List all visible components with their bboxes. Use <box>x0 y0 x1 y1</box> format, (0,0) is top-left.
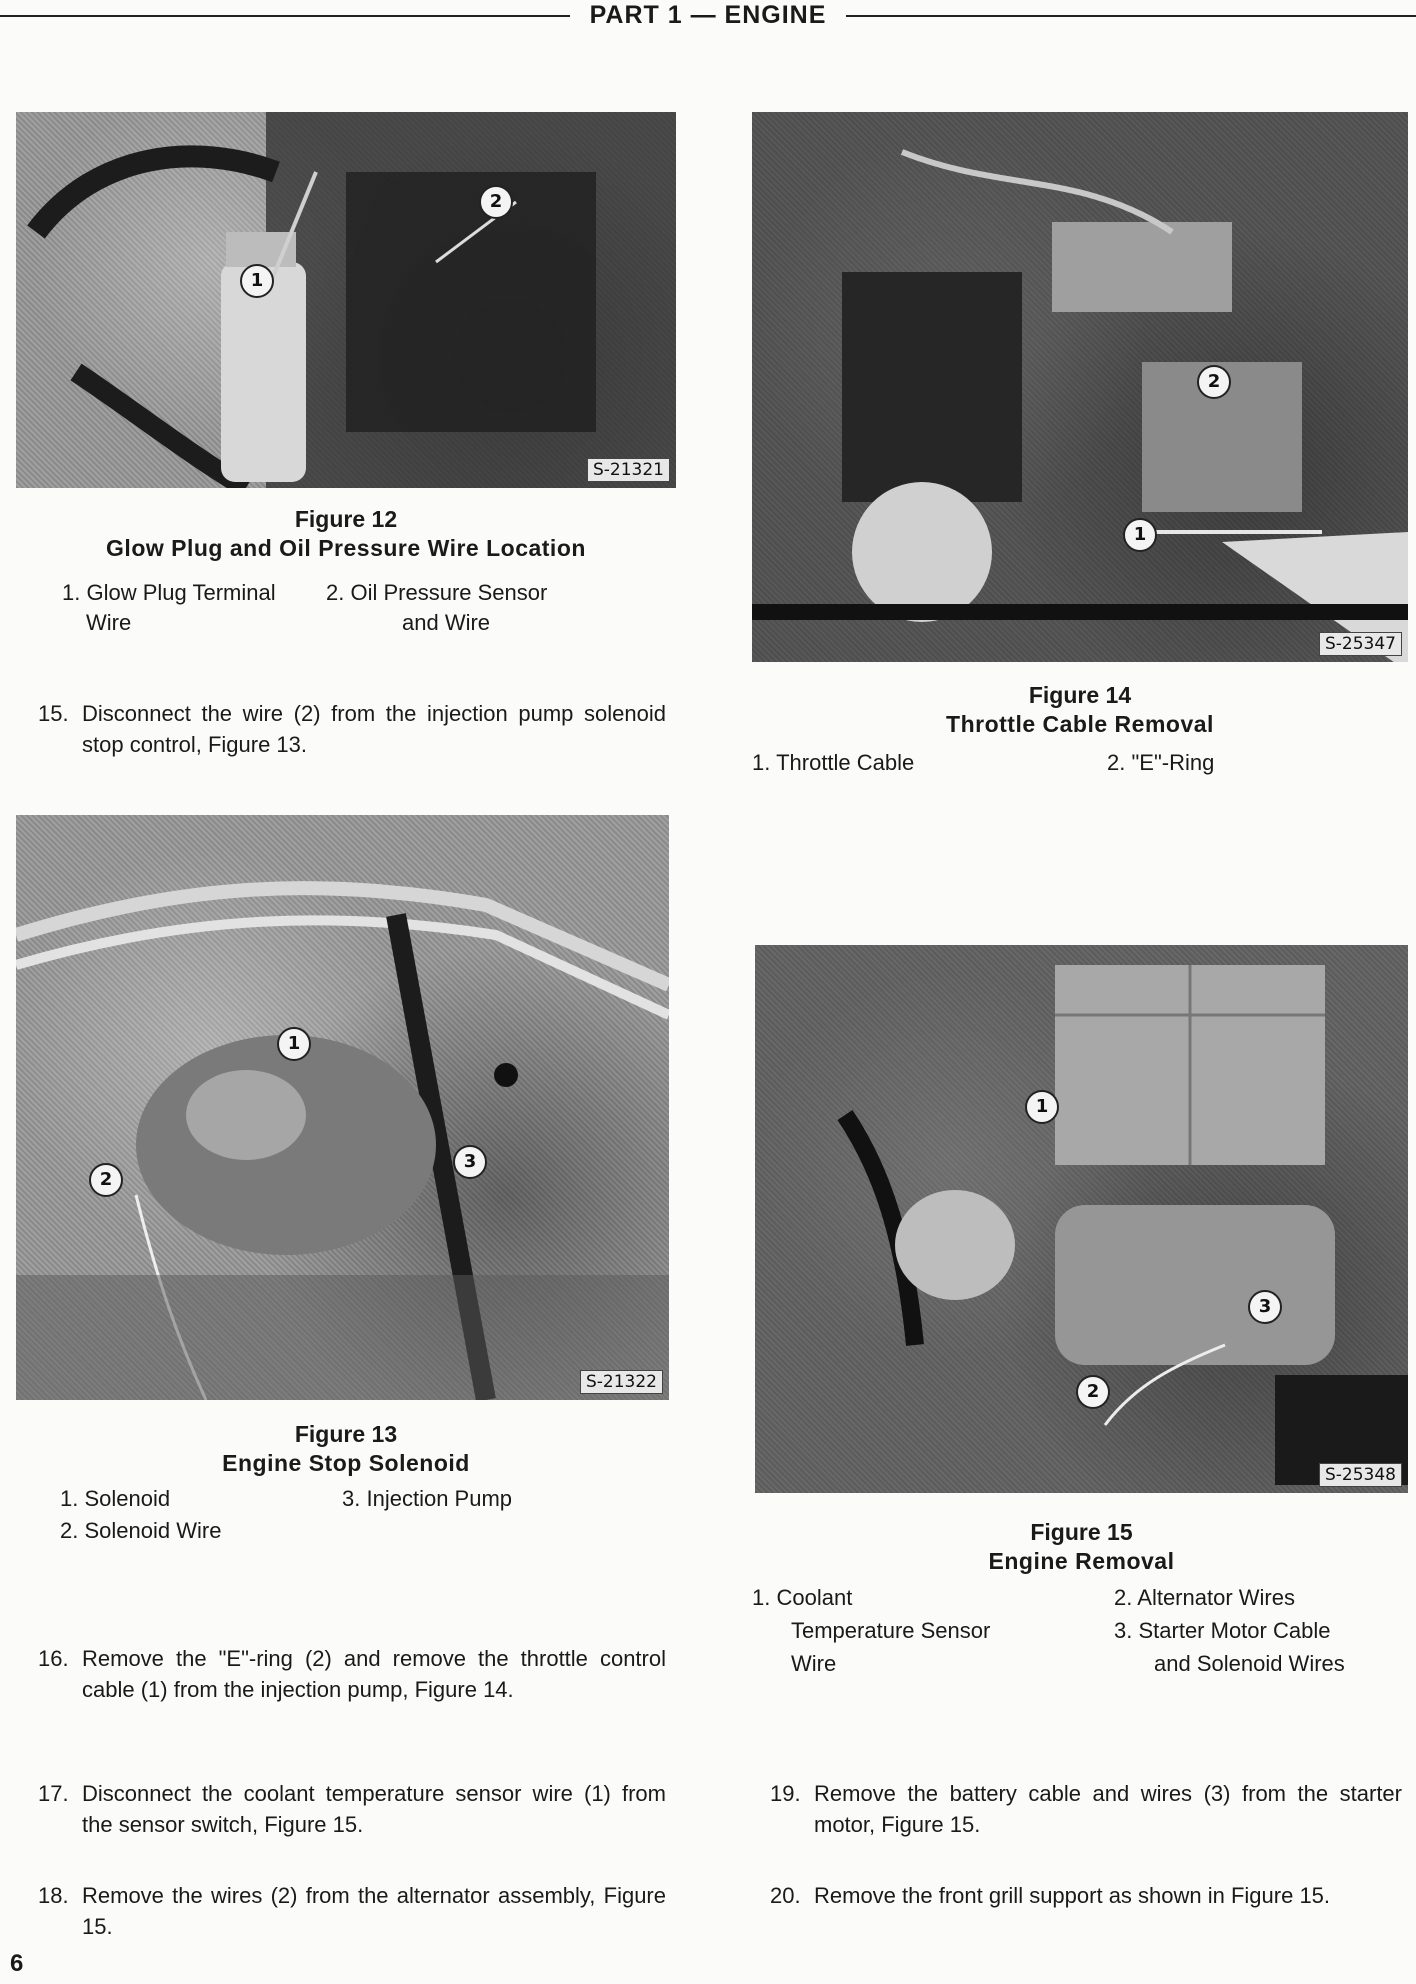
step-text: Disconnect the wire (2) from the injection pump solenoid stop control, Figure 13. <box>82 701 666 757</box>
header-rule-left <box>0 15 570 17</box>
figure-14-legend <box>752 748 1408 778</box>
figure-14-caption <box>752 681 1408 739</box>
figure-15-number: Figure 15 <box>1030 1519 1133 1545</box>
legend-text: Coolant <box>776 1585 853 1610</box>
figure-15-callout-1: 1 <box>1025 1090 1059 1124</box>
step-19 <box>770 1778 1402 1842</box>
figure-15-legend-1 <box>752 1583 852 1612</box>
step-number: 17. <box>38 1781 69 1806</box>
figure-12-code: S-21321 <box>587 458 670 482</box>
figure-15-title: Engine Removal <box>988 1548 1175 1574</box>
figure-13-legend-2 <box>60 1516 221 1545</box>
figure-14-legend-1 <box>752 748 914 777</box>
figure-15-photo <box>755 945 1408 1493</box>
figure-13-photo <box>16 815 669 1400</box>
figure-12-legend-2 <box>326 578 547 607</box>
step-18 <box>38 1880 666 1944</box>
figure-12-illustration <box>16 112 676 488</box>
figure-13-callout-3: 3 <box>453 1145 487 1179</box>
figure-15-legend-1-cont-b: Wire <box>791 1651 837 1676</box>
legend-number: 2. <box>326 580 345 605</box>
figure-14-callout-2: 2 <box>1197 365 1231 399</box>
step-number: 20. <box>770 1883 801 1908</box>
step-17 <box>38 1778 666 1842</box>
figure-15-legend-1-cont-a: Temperature Sensor <box>791 1618 991 1643</box>
figure-14-illustration <box>752 112 1408 662</box>
figure-15-caption <box>755 1518 1408 1576</box>
step-20 <box>770 1880 1402 1944</box>
figure-14-title: Throttle Cable Removal <box>946 711 1214 737</box>
figure-15-legend-3 <box>1114 1616 1330 1645</box>
legend-number: 3. <box>342 1486 361 1511</box>
legend-number: 2. <box>60 1518 79 1543</box>
figure-13-callout-1: 1 <box>277 1027 311 1061</box>
step-text: Disconnect the coolant temperature sensor wire (1) from the sensor switch, Figure 15. <box>82 1781 666 1837</box>
legend-number: 2. <box>1107 750 1126 775</box>
figure-14-callout-1: 1 <box>1123 518 1157 552</box>
figure-14-code: S-25347 <box>1319 632 1402 656</box>
legend-text: Oil Pressure Sensor <box>350 580 548 605</box>
page-header <box>0 0 1416 34</box>
header-rule-right <box>846 15 1416 17</box>
legend-text: Injection Pump <box>366 1486 513 1511</box>
step-16 <box>38 1643 666 1739</box>
figure-15-code: S-25348 <box>1319 1463 1402 1487</box>
figure-12-photo <box>16 112 676 488</box>
figure-13-callout-2: 2 <box>89 1163 123 1197</box>
legend-text: Solenoid Wire <box>84 1518 222 1543</box>
legend-number: 1. <box>62 580 81 605</box>
step-text: Remove the battery cable and wires (3) from the starter motor, Figure 15. <box>814 1781 1402 1837</box>
step-text: Remove the front grill support as shown in Figure 15. <box>814 1883 1331 1908</box>
figure-12-callout-2: 2 <box>479 185 513 219</box>
figure-12-callout-1: 1 <box>240 264 274 298</box>
figure-12-title: Glow Plug and Oil Pressure Wire Location <box>106 535 586 561</box>
figure-15-callout-2: 2 <box>1076 1375 1110 1409</box>
section-title: PART 1 — ENGINE <box>589 1 827 29</box>
step-number: 16. <box>38 1646 69 1671</box>
figure-12-caption <box>16 505 676 563</box>
figure-14-photo <box>752 112 1408 662</box>
figure-13-legend <box>60 1484 680 1544</box>
figure-12-legend <box>62 578 682 638</box>
figure-13-number: Figure 13 <box>294 1421 398 1447</box>
figure-15-legend-3-cont: and Solenoid Wires <box>1154 1651 1345 1676</box>
legend-text: Starter Motor Cable <box>1138 1618 1331 1643</box>
step-15 <box>38 698 666 762</box>
figure-13-legend-1 <box>60 1484 170 1513</box>
figure-14-number: Figure 14 <box>1028 682 1132 708</box>
figure-14-legend-2 <box>1107 748 1214 777</box>
figure-13-code: S-21322 <box>580 1370 663 1394</box>
legend-number: 3. <box>1114 1618 1133 1643</box>
step-number: 15. <box>38 701 69 726</box>
legend-number: 1. <box>60 1486 79 1511</box>
step-number: 18. <box>38 1883 69 1908</box>
figure-12-legend-1-cont: Wire <box>86 610 132 635</box>
legend-number: 1. <box>752 1585 771 1610</box>
legend-number: 2. <box>1114 1585 1133 1610</box>
legend-text: Glow Plug Terminal <box>86 580 276 605</box>
legend-text: Solenoid <box>84 1486 171 1511</box>
figure-15-legend-2 <box>1114 1583 1295 1612</box>
legend-number: 1. <box>752 750 771 775</box>
figure-15-legend <box>752 1583 1408 1679</box>
figure-12-legend-1 <box>62 578 276 607</box>
figure-12-number: Figure 12 <box>294 506 398 532</box>
figure-13-legend-3 <box>342 1484 512 1513</box>
page-number: 6 <box>10 1950 24 1977</box>
legend-text: Alternator Wires <box>1137 1585 1295 1610</box>
step-text: Remove the "E"-ring (2) and remove the throttle control cable (1) from the injection pump, Figure 14. <box>82 1646 666 1702</box>
figure-13-caption <box>16 1420 676 1478</box>
legend-text: Throttle Cable <box>776 750 915 775</box>
figure-12-legend-2-cont: and Wire <box>402 610 491 635</box>
figure-13-illustration <box>16 815 669 1400</box>
legend-text: "E"-Ring <box>1131 750 1215 775</box>
step-number: 19. <box>770 1781 801 1806</box>
figure-15-illustration <box>755 945 1408 1493</box>
step-text: Remove the wires (2) from the alternator assembly, Figure 15. <box>82 1883 666 1939</box>
figure-13-title: Engine Stop Solenoid <box>222 1450 470 1476</box>
figure-15-callout-3: 3 <box>1248 1290 1282 1324</box>
